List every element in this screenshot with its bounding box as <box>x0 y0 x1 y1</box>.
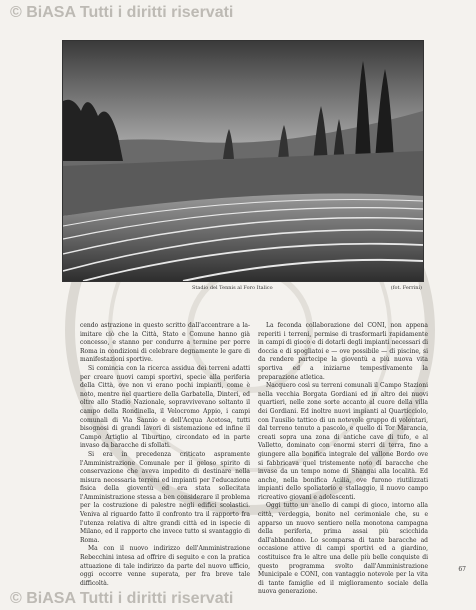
page-number: 67 <box>458 566 466 573</box>
photo-caption: Stadio del Tennis al Foro Italico <box>192 285 273 291</box>
paragraph: Ma con il nuovo indirizzo dell'Amministrazione Rebecchini intesa ad offrire di seguito e con la pratica attuazione di tale indirizzo da parte del nuovo ufficio, oggi occorre venne superata, per fra breve tale difficoltà. <box>80 545 250 587</box>
paragraph: Oggi tutto un anello di campi di gioco, intorno alla città, verdeggia, bonito nel cerimoniale che, su e apparso un nuovo sentiero nella monotona campagna della periferia, prima assai più scicchida dall'abbandono. Lo scomparsa di tante baracche ad occasione attive di campi sportivi ed a giardino, costituisce fra le altre una delle più belle conquiste di questo programma svolto dall'Amministrazione Municipale e CONI, con vantaggio notevole per la vita di tante famiglie ed il miglioramento sociale della nuova generazione. <box>258 502 428 596</box>
paragraph: cendo astrazione in questo scritto dall'accentrare a la- imitare ciò che la Città, Stato e Comune hanno già concesso, e stanno per condurre a termine per porre Roma in condizioni di celebrare degnamente le gare di manifestazioni sportive. <box>80 322 250 364</box>
paragraph: Si era in precedenza criticato aspramente l'Amministrazione Comunale per il geloso spirito di conservazione che aveva impedito di destinare nella misura necessaria terreni ed impianti per l'educazione fisica della gioventù ed era stata sollecitata l'Amministrazione stessa a ben considerare il problema per la costruzione di palestre negli edifici scolastici. Veniva al riguardo fatto il confronto tra il rapporto fra l'utenza relativa di altre grandi città ed in ispecie di Milano, ed il rapporto che invece tutto si svantaggio di Roma. <box>80 450 250 544</box>
paragraph: Nacquero così su terreni comunali il Campo Stazioni nella vecchia Borgata Gordiani ed in altro dei nuovi quartieri, nelle zone sorte accanto al cuore della villa dei Gordiani. Ed inoltre nuovi impianti al Quarticciolo, con l'ausilio tattico di un notevole gruppo di volontari, dal terreno tenuto a pascolo, e quello di Tor Marancia, creati sopra una zona di antiche cave di tufo, e al Valletto, dominato con enormi sterri di terra, fino a giungere alla bonifica integrale del vallone Bordo ove si fabbricava quel tristemente noto di baracche che invase da un tempo nome di Shangai alla località. Ed anche, nella bonifica Acilia, ove furono riutilizzati impianti dello spoliatorio e stallaggio, il nuovo campo ricreativo giovani e adolescenti. <box>258 382 428 501</box>
paragraph: Si comincia con la ricerca assidua dei terreni adatti per creare nuovi campi sportivi, specie alla periferia della Città, ove non vi erano pochi impianti, come è noto, mentre nel quartiere della Garbatella, Dinteri, ed oltre allo Stadio Nazionale, sopravvivevano soltanto il campo della Rondinella, il Velocromo Appio, i campi comunali di Via Sannio e dell'Acqua Acetosa, tutti bisognosi di grandi lavori di sistemazione ed infine il Campo Artiglio al Tiburtino, circondato ed in parte invaso da baracche di sfollati. <box>80 364 250 450</box>
watermark-top: © BiASA Tutti i diritti riservati <box>10 4 234 21</box>
paragraph: La feconda collaborazione del CONI, non appena reperiti i terreni, permise di trasformarli rapidamente in campi di gioco e di dotarli degli impianti necessari di doccia e di spogliatoi e — ove possibile — di piscine, si da rendere partecipe la gioventù a più nuova vita sportiva ed a iniziarne tempestivamente la preparazione atletica. <box>258 322 428 381</box>
stadium-photo <box>62 40 424 282</box>
text-column-left <box>80 322 250 588</box>
photo-credit: (fot. Ferrini) <box>390 285 422 291</box>
text-column-right <box>258 322 428 597</box>
watermark-bottom: © BiASA Tutti i diritti riservati <box>10 590 234 607</box>
